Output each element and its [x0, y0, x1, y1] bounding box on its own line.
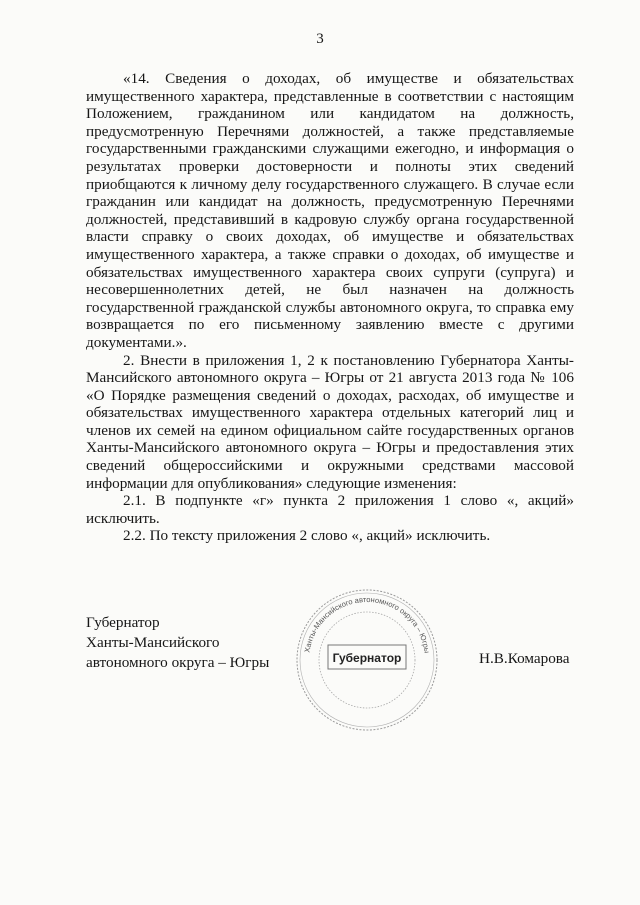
signature-position-line: автономного округа – Югры: [86, 654, 270, 671]
official-seal-stamp: [292, 585, 442, 735]
document-body: [86, 70, 574, 545]
seal-ring-text: Ханты-Мансийского автономного округа – Югры: [302, 594, 432, 654]
signature-position: [86, 613, 269, 673]
paragraph-item-14: «14. Сведения о доходах, об имуществе и обязательствах имущественного характера, представленные в соответствии с настоящим Положением, гражданином или кандидатом на должность, предусмотренную Перечнями должностей, а также представляемые государственными гражданскими служащими ежегодно, и информация о результатах проверки достоверности и полноты этих сведений приобщаются к личному делу государственного служащего. В случае если гражданин или кандидат на должность, предусмотренную Перечнями должностей, представивший в кадровую службу органа государственной власти справку о своих доходах, об имуществе и обязательствах имущественного характера, а также справки о доходах, об имуществе и обязательствах имущественного характера своих супруги (супруга) и несовершеннолетних детей, не был назначен на должность государственной гражданской службы автономного округа, то справка ему возвращается по его письменному заявлению вместе с другими документами.».: [86, 70, 574, 351]
page-number: 3: [316, 31, 324, 47]
signer-name: Н.В.Комарова: [479, 650, 570, 667]
paragraph-item-2-1: 2.1. В подпункте «г» пункта 2 приложения 1 слово «, акций» исключить.: [86, 492, 574, 527]
paragraph-item-2-2: 2.2. По тексту приложения 2 слово «, акций» исключить.: [123, 527, 491, 545]
signature-position-line: Ханты-Мансийского: [86, 634, 220, 651]
seal-center-label: Губернатор: [332, 651, 402, 665]
paragraph-item-2: 2. Внести в приложения 1, 2 к постановлению Губернатора Ханты-Мансийского автономного округа – Югры от 21 августа 2013 года № 106 «О Порядке размещения сведений о доходах, расходах, об имуществе и обязательствах имущественного характера отдельных категорий лиц и членов их семей на едином официальном сайте государственных органов Ханты-Мансийского автономного округа – Югры и предоставления этих сведений общероссийскими и окружными средствами массовой информации для опубликования» следующие изменения:: [86, 351, 574, 492]
signature-position-line: Губернатор: [86, 614, 160, 631]
